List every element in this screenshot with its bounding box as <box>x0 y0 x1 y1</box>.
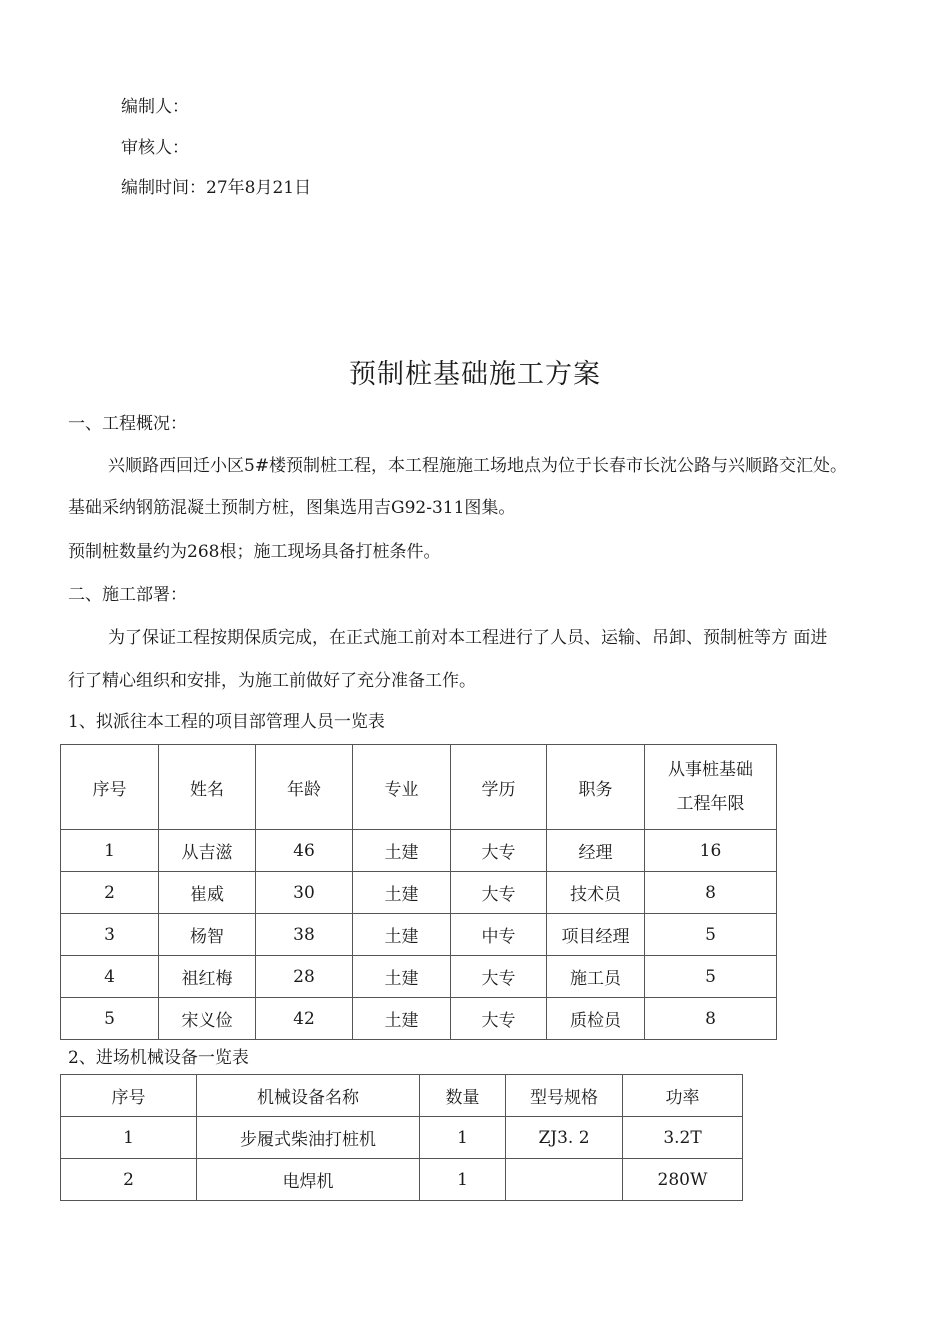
header-cell: 功率 <box>623 1075 743 1117</box>
table1-caption: 1、拟派往本工程的项目部管理人员一览表 <box>68 712 385 732</box>
table-cell: 质检员 <box>547 998 645 1040</box>
table-cell: 步履式柴油打桩机 <box>197 1117 420 1159</box>
table-cell: 5 <box>645 914 777 956</box>
table2-caption: 2、进场机械设备一览表 <box>68 1048 249 1068</box>
table-cell: 电焊机 <box>197 1159 420 1201</box>
table-cell: 1 <box>61 830 159 872</box>
table-row <box>61 998 777 1040</box>
table-cell: 土建 <box>353 956 451 998</box>
staff-table <box>60 744 777 1040</box>
table-row <box>61 1117 743 1159</box>
table-cell: 技术员 <box>547 872 645 914</box>
table-cell: 28 <box>256 956 353 998</box>
header-cell: 序号 <box>61 1075 197 1117</box>
document-title: 预制桩基础施工方案 <box>349 359 601 390</box>
table-cell: 从吉滋 <box>159 830 256 872</box>
section1-heading: 一、工程概况： <box>68 414 187 434</box>
table-cell: 施工员 <box>547 956 645 998</box>
table-cell <box>506 1159 623 1201</box>
table-cell: 中专 <box>451 914 547 956</box>
section2-paragraph-line2: 行了精心组织和安排，为施工前做好了充分准备工作。 <box>68 671 476 691</box>
header-cell: 型号规格 <box>506 1075 623 1117</box>
table-cell: 土建 <box>353 914 451 956</box>
table-cell: 土建 <box>353 872 451 914</box>
table-cell: 土建 <box>353 998 451 1040</box>
table-cell: 4 <box>61 956 159 998</box>
header-line: 工程年限 <box>676 794 745 814</box>
table-cell: 5 <box>645 956 777 998</box>
table-cell: 大专 <box>451 872 547 914</box>
table-cell: 大专 <box>451 956 547 998</box>
header-cell: 学历 <box>451 745 547 830</box>
compiler-label: 编制人： <box>121 97 189 117</box>
table-cell: 8 <box>645 998 777 1040</box>
table-cell: ZJ3. 2 <box>506 1117 623 1159</box>
header-cell: 职务 <box>547 745 645 830</box>
compile-time-label: 编制时间：27年8月21日 <box>121 178 312 198</box>
table-cell: 42 <box>256 998 353 1040</box>
table-cell: 2 <box>61 1159 197 1201</box>
table-cell: 46 <box>256 830 353 872</box>
section1-paragraph1-line2: 基础采纳钢筋混凝土预制方桩，图集选用吉G92-311图集。 <box>68 498 516 518</box>
table-header-row <box>61 1075 743 1117</box>
table-cell: 经理 <box>547 830 645 872</box>
header-cell: 数量 <box>420 1075 506 1117</box>
table-cell: 2 <box>61 872 159 914</box>
table-cell: 祖红梅 <box>159 956 256 998</box>
table-row <box>61 830 777 872</box>
table-row <box>61 1159 743 1201</box>
table-cell: 大专 <box>451 830 547 872</box>
table-cell: 5 <box>61 998 159 1040</box>
table-row <box>61 872 777 914</box>
table-row <box>61 914 777 956</box>
equipment-table <box>60 1074 743 1201</box>
table-cell: 1 <box>61 1117 197 1159</box>
section2-paragraph-line1: 为了保证工程按期保质完成，在正式施工前对本工程进行了人员、运输、吊卸、预制桩等方 面进 <box>108 628 828 648</box>
table-cell: 大专 <box>451 998 547 1040</box>
table-cell: 3 <box>61 914 159 956</box>
header-cell: 年龄 <box>256 745 353 830</box>
section2-heading: 二、施工部署： <box>68 585 187 605</box>
table-cell: 280W <box>623 1159 743 1201</box>
table-header-row <box>61 745 777 830</box>
table-row <box>61 956 777 998</box>
header-line: 从事桩基础 <box>668 760 753 780</box>
header-cell: 序号 <box>61 745 159 830</box>
table-cell: 1 <box>420 1117 506 1159</box>
header-cell-experience <box>645 745 777 830</box>
section1-paragraph1-line1: 兴顺路西回迁小区5#楼预制桩工程，本工程施施工场地点为位于长春市长沈公路与兴顺路交汇处。 <box>108 456 848 476</box>
table-cell: 16 <box>645 830 777 872</box>
table-cell: 30 <box>256 872 353 914</box>
table-cell: 1 <box>420 1159 506 1201</box>
table-cell: 杨智 <box>159 914 256 956</box>
table-cell: 土建 <box>353 830 451 872</box>
table-cell: 宋义俭 <box>159 998 256 1040</box>
header-cell: 姓名 <box>159 745 256 830</box>
header-cell: 机械设备名称 <box>197 1075 420 1117</box>
section1-paragraph2: 预制桩数量约为268根；施工现场具备打桩条件。 <box>68 542 441 562</box>
table-cell: 38 <box>256 914 353 956</box>
reviewer-label: 审核人： <box>121 138 189 158</box>
table-cell: 8 <box>645 872 777 914</box>
table-cell: 崔威 <box>159 872 256 914</box>
table-cell: 项目经理 <box>547 914 645 956</box>
table-cell: 3.2T <box>623 1117 743 1159</box>
header-cell: 专业 <box>353 745 451 830</box>
